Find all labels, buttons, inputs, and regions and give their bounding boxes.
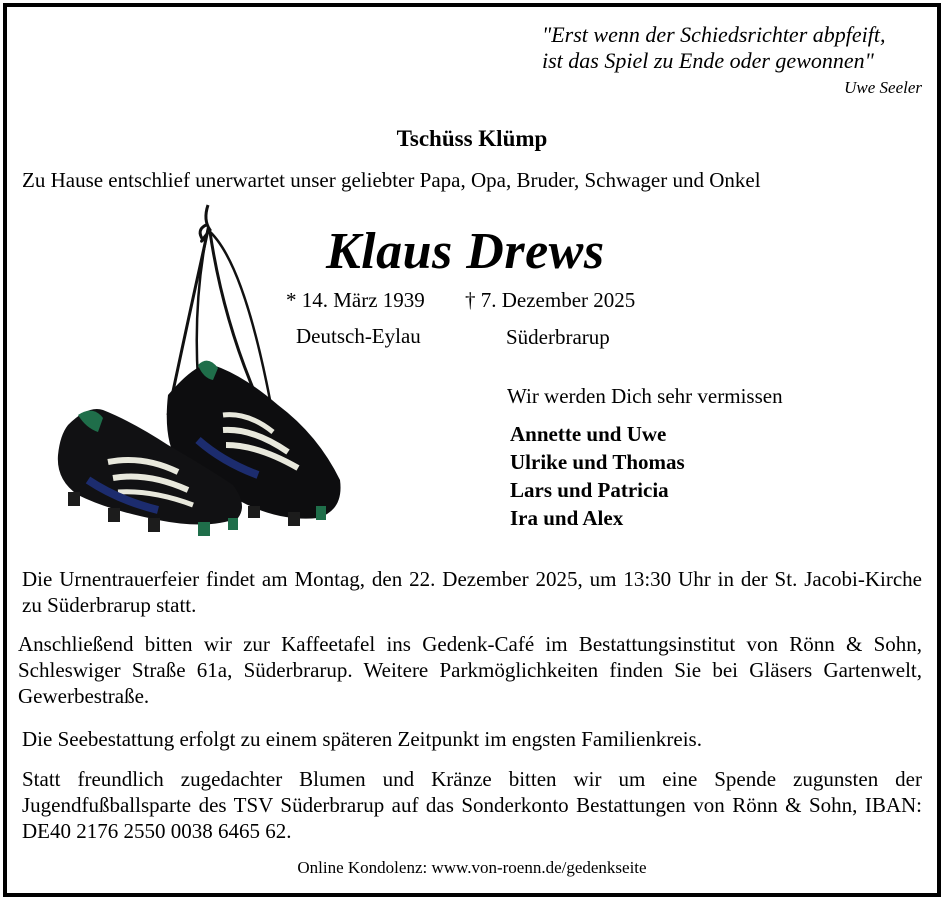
miss-text: Wir werden Dich sehr vermissen	[507, 384, 783, 408]
family-member: Lars und Patricia	[510, 478, 669, 502]
family-list	[510, 420, 685, 532]
family-member: Ulrike und Thomas	[510, 450, 685, 474]
quote-line-2: ist das Spiel zu Ende oder gewonnen"	[542, 48, 874, 73]
quote-line-1: "Erst wenn der Schiedsrichter abpfeift,	[542, 22, 886, 47]
family-member: Annette und Uwe	[510, 422, 667, 446]
quote-author: Uwe Seeler	[844, 78, 922, 97]
coffee-paragraph: Anschließend bitten wir zur Kaffeetafel ins Gedenk-Café im Bestattungsinstitut von Rönn & Sohn, Schleswiger Straße 61a, Süderbrarup. Weitere Parkmöglichkeiten finden Sie bei Gläsers Gartenwelt, Gewerbestraße.	[18, 632, 922, 708]
football-boots-hanging-icon	[48, 200, 348, 545]
family-member: Ira und Alex	[510, 506, 624, 530]
sea-burial-paragraph: Die Seebestattung erfolgt zu einem späteren Zeitpunkt im engsten Familienkreis.	[22, 727, 702, 751]
death-place: Süderbrarup	[506, 325, 610, 349]
intro-text: Zu Hause entschlief unerwartet unser geliebter Papa, Opa, Bruder, Schwager und Onkel	[22, 168, 761, 192]
death-date: † 7. Dezember 2025	[465, 288, 636, 312]
ceremony-paragraph: Die Urnentrauerfeier findet am Montag, den 22. Dezember 2025, um 13:30 Uhr in der St. Jacobi-Kirche zu Süderbrarup statt.	[22, 567, 922, 617]
deceased-name: Klaus Drews	[326, 223, 605, 280]
birth-place: Deutsch-Eylau	[296, 324, 421, 348]
online-condolence: Online Kondolenz: www.von-roenn.de/gedenkseite	[297, 858, 647, 877]
donation-paragraph: Statt freundlich zugedachter Blumen und Kränze bitten wir um eine Spende zugunsten der Jugendfußballsparte des TSV Süderbrarup auf das Sonderkonto Bestattungen von Rönn & Sohn, IBAN: DE40 2176 2550 0038 6465 62.	[22, 767, 922, 843]
birth-date: * 14. März 1939	[286, 288, 425, 312]
notice-heading: Tschüss Klümp	[396, 126, 548, 151]
